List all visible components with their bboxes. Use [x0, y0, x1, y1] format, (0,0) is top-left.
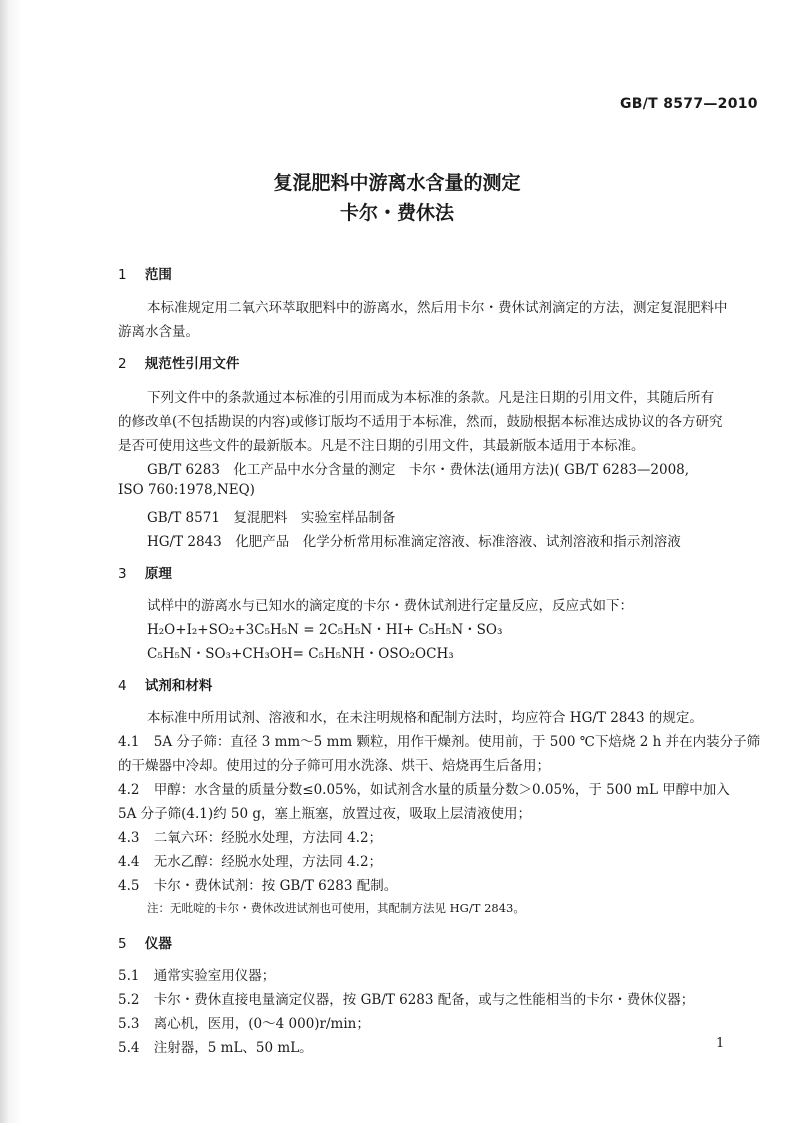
item-text: 无水乙醇：经脱水处理，方法同 4.2； [153, 854, 383, 870]
note: 注：无吡啶的卡尔・费休改进试剂也可使用，其配制方法见 HG/T 2843。 [147, 901, 525, 915]
section-number: 4 [118, 678, 127, 694]
item-text: 注射器，5 mL、50 mL。 [153, 1040, 313, 1056]
section-4-heading [118, 674, 212, 694]
item-5-4 [118, 1036, 313, 1056]
standard-code: GB/T 8577—2010 [620, 96, 758, 112]
item-text: 5A 分子筛：直径 3 mm～5 mm 颗粒，用作干燥剂。使用前，于 500 ℃下焙烧 2 h 并在内装分子筛 [153, 734, 761, 750]
item-number: 4.5 [118, 878, 140, 894]
section-title: 范围 [144, 267, 172, 283]
item-4-1 [118, 730, 760, 750]
item-text: 离心机，医用，(0～4 000)r/min； [153, 1016, 370, 1032]
section-1-text-line: 游离水含量。 [118, 324, 199, 340]
item-4-3 [118, 826, 382, 846]
item-number: 4.1 [118, 734, 140, 750]
section-2-intro-line: 是否可使用这些文件的最新版本。凡是不注日期的引用文件，其最新版本适用于本标准。 [118, 438, 645, 454]
section-4-intro: 本标准中所用试剂、溶液和水，在未注明规格和配制方法时，均应符合 HG/T 2843 的规定。 [147, 710, 703, 726]
item-number: 4.4 [118, 854, 140, 870]
normative-reference: GB/T 8571 复混肥料 实验室样品制备 [147, 510, 396, 526]
reaction-equation-1: H₂O+I₂+SO₂+3C₅H₅N = 2C₅H₅N・HI+ C₅H₅N・SO₃ [147, 622, 503, 638]
item-number: 4.2 [118, 782, 140, 798]
section-2-intro-line: 的修改单(不包括勘误的内容)或修订版均不适用于本标准，然而，鼓励根据本标准达成协议的各方研究 [118, 414, 723, 430]
item-number: 5.4 [118, 1040, 140, 1056]
item-number: 5.3 [118, 1016, 140, 1032]
item-5-1 [118, 964, 275, 984]
item-5-2 [118, 988, 694, 1008]
section-title: 原理 [144, 566, 172, 582]
item-text: 卡尔・费休直接电量滴定仪器，按 GB/T 6283 配备，或与之性能相当的卡尔・费休仪器； [153, 992, 695, 1008]
section-title: 仪器 [144, 936, 172, 952]
section-3-heading [118, 562, 172, 582]
item-4-2 [118, 778, 730, 798]
section-2-intro-line: 下列文件中的条款通过本标准的引用而成为本标准的条款。凡是注日期的引用文件，其随后所有 [147, 390, 714, 406]
section-5-heading [118, 932, 172, 952]
page-number: 1 [716, 1036, 725, 1051]
section-2-heading [118, 352, 239, 372]
item-text: 二氧六环：经脱水处理，方法同 4.2； [153, 830, 383, 846]
section-1-heading [118, 263, 172, 283]
section-number: 1 [118, 267, 127, 283]
section-1-text-line: 本标准规定用二氧六环萃取肥料中的游离水，然后用卡尔・费休试剂滴定的方法，测定复混肥料中 [147, 300, 728, 316]
section-number: 2 [118, 356, 127, 372]
item-4-4 [118, 850, 382, 870]
item-number: 4.3 [118, 830, 140, 846]
section-title: 规范性引用文件 [144, 356, 240, 372]
item-text: 甲醇：水含量的质量分数≤0.05%，如试剂含水量的质量分数＞0.05%，于 500 mL 甲醇中加入 [153, 782, 730, 798]
section-title: 试剂和材料 [144, 678, 213, 694]
item-4-2-continuation: 5A 分子筛(4.1)约 50 g，塞上瓶塞，放置过夜，吸取上层清液使用； [118, 806, 532, 822]
document-title: 复混肥料中游离水含量的测定 [273, 172, 521, 194]
section-number: 5 [118, 936, 127, 952]
item-number: 5.1 [118, 968, 140, 984]
item-4-5 [118, 874, 397, 894]
normative-reference-continuation: ISO 760:1978,NEQ) [118, 482, 255, 498]
section-number: 3 [118, 566, 127, 582]
item-4-1-continuation: 的干燥器中冷却。使用过的分子筛可用水洗涤、烘干、焙烧再生后备用； [118, 758, 550, 774]
normative-reference: HG/T 2843 化肥产品 化学分析常用标准滴定溶液、标准溶液、试剂溶液和指示剂溶液 [147, 534, 681, 550]
reaction-equation-2: C₅H₅N・SO₃+CH₃OH= C₅H₅NH・OSO₂OCH₃ [147, 646, 454, 662]
item-text: 卡尔・费休试剂：按 GB/T 6283 配制。 [153, 878, 398, 894]
item-number: 5.2 [118, 992, 140, 1008]
normative-reference: GB/T 6283 化工产品中水分含量的测定 卡尔・费休法(通用方法)( GB/T 6283—2008, [147, 462, 690, 478]
document-subtitle: 卡尔・费休法 [339, 202, 454, 224]
item-5-3 [118, 1012, 370, 1032]
item-text: 通常实验室用仪器； [153, 968, 276, 984]
section-3-text: 试样中的游离水与已知水的滴定度的卡尔・费休试剂进行定量反应，反应式如下： [147, 598, 633, 614]
